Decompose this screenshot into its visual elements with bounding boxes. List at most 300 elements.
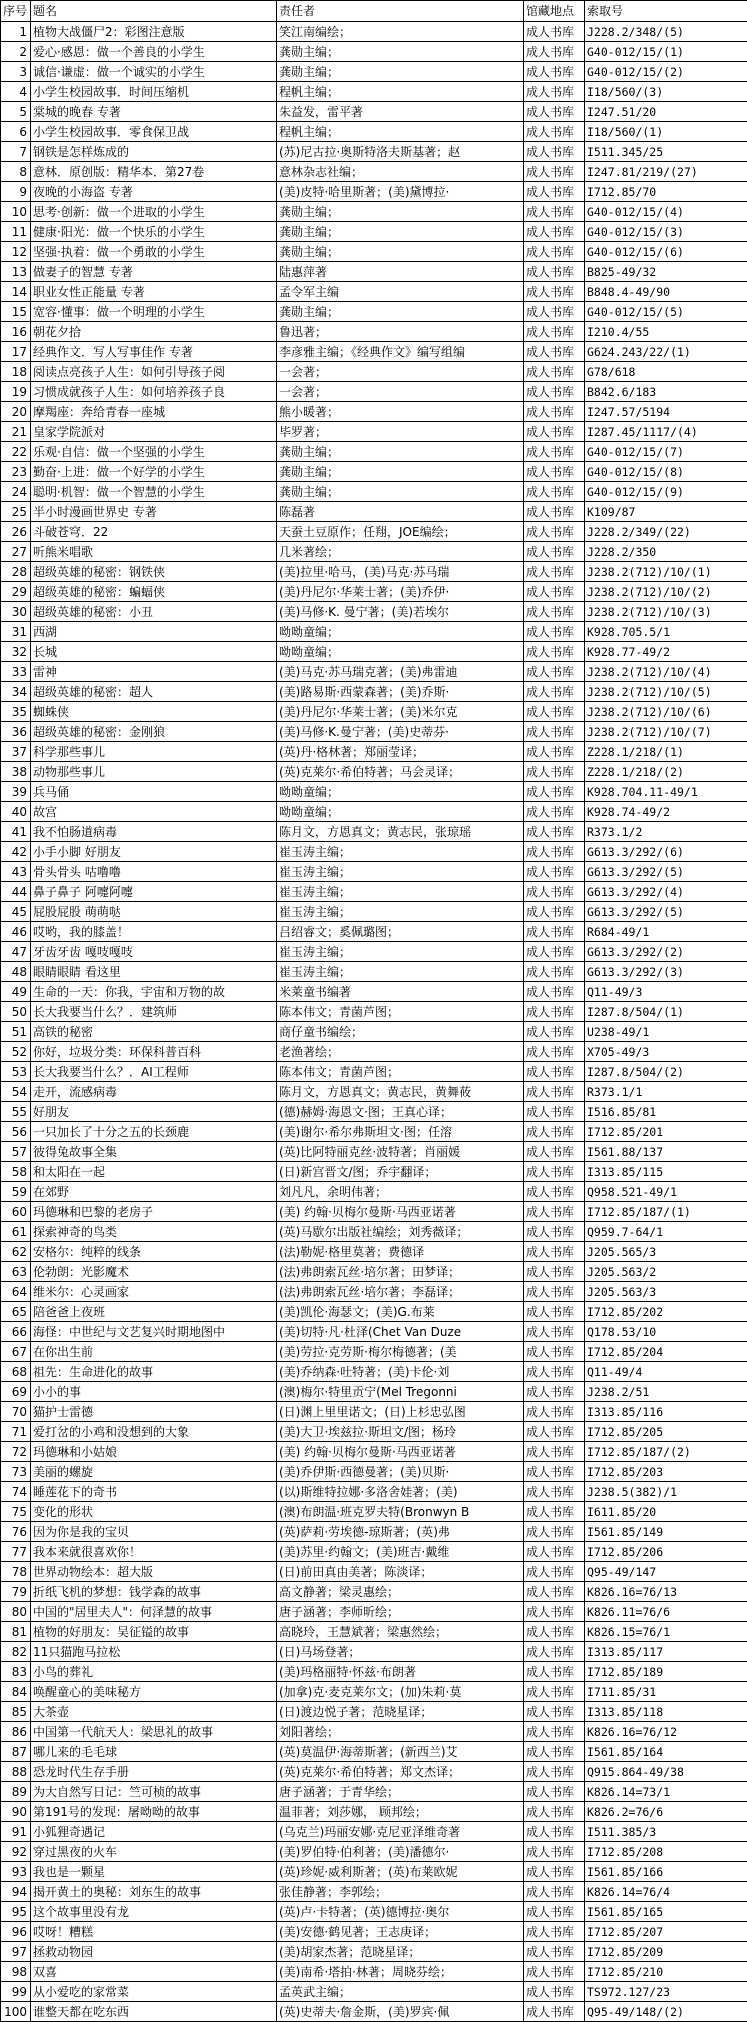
cell-location: 成人书库 <box>524 502 585 522</box>
cell-call-number: G613.3/292/(4) <box>585 882 747 902</box>
cell-call-number: I611.85/20 <box>585 1502 747 1522</box>
cell-call-number: Q11-49/3 <box>585 982 747 1002</box>
cell-title: 维米尔：心灵画家 <box>31 1282 277 1302</box>
cell-location: 成人书库 <box>524 862 585 882</box>
table-row <box>1 322 747 342</box>
table-row <box>1 702 747 722</box>
cell-no: 83 <box>1 1662 31 1682</box>
table-row <box>1 742 747 762</box>
cell-author: (美)罗伯特·伯利著；(美)潘德尔· <box>277 1842 524 1862</box>
cell-call-number: Q915.864-49/38 <box>585 1762 747 1782</box>
cell-author: (英)卢·卡特著；(英)德博拉·奥尔 <box>277 1902 524 1922</box>
table-row <box>1 1542 747 1562</box>
cell-location: 成人书库 <box>524 362 585 382</box>
table-row <box>1 1942 747 1962</box>
cell-title: 猫护士雷德 <box>31 1402 277 1422</box>
cell-location: 成人书库 <box>524 682 585 702</box>
cell-no: 50 <box>1 1002 31 1022</box>
cell-no: 75 <box>1 1502 31 1522</box>
cell-location: 成人书库 <box>524 2002 585 2022</box>
cell-no: 11 <box>1 222 31 242</box>
cell-title: 超级英雄的秘密：金刚狼 <box>31 722 277 742</box>
cell-call-number: I313.85/117 <box>585 1642 747 1662</box>
table-row <box>1 762 747 782</box>
cell-author: 崔玉涛主编； <box>277 902 524 922</box>
cell-author: 吕绍睿文；奚佩璐图； <box>277 922 524 942</box>
cell-title: 中国第一代航天人：梁思礼的故事 <box>31 1722 277 1742</box>
table-row <box>1 562 747 582</box>
cell-call-number: I712.85/210 <box>585 1962 747 1982</box>
cell-title: 变化的形状 <box>31 1502 277 1522</box>
cell-title: 从小爱吃的家常菜 <box>31 1982 277 2002</box>
cell-author: (美) 约翰·贝梅尔曼斯·马西亚诺著 <box>277 1202 524 1222</box>
cell-title: 我不怕肠道病毒 <box>31 822 277 842</box>
cell-no: 56 <box>1 1122 31 1142</box>
cell-location: 成人书库 <box>524 1862 585 1882</box>
cell-title: 乐观·自信：做一个坚强的小学生 <box>31 442 277 462</box>
cell-location: 成人书库 <box>524 1322 585 1342</box>
cell-author: 崔玉涛主编； <box>277 962 524 982</box>
cell-location: 成人书库 <box>524 302 585 322</box>
cell-call-number: J228.2/349/(22) <box>585 522 747 542</box>
table-row <box>1 682 747 702</box>
cell-location: 成人书库 <box>524 822 585 842</box>
cell-location: 成人书库 <box>524 1502 585 1522</box>
table-row <box>1 1822 747 1842</box>
cell-title: 睡莲花下的奇书 <box>31 1482 277 1502</box>
cell-author: (英)珍妮·威利斯著；(英)布莱欧妮 <box>277 1862 524 1882</box>
cell-location: 成人书库 <box>524 1662 585 1682</box>
cell-title: 钢铁是怎样炼成的 <box>31 142 277 162</box>
cell-call-number: I516.85/81 <box>585 1102 747 1122</box>
table-row <box>1 362 747 382</box>
cell-title: 超级英雄的秘密：超人 <box>31 682 277 702</box>
table-row <box>1 142 747 162</box>
cell-no: 5 <box>1 102 31 122</box>
cell-title: 一只加长了十分之五的长颈鹿 <box>31 1122 277 1142</box>
cell-author: (美)乔伊斯·西德曼著；(美)贝斯· <box>277 1462 524 1482</box>
cell-call-number: I247.57/5194 <box>585 402 747 422</box>
cell-call-number: B848.4-49/90 <box>585 282 747 302</box>
cell-no: 77 <box>1 1542 31 1562</box>
cell-title: 鼻子鼻子 阿嚏阿嚏 <box>31 882 277 902</box>
cell-location: 成人书库 <box>524 942 585 962</box>
cell-title: 和太阳在一起 <box>31 1162 277 1182</box>
cell-title: 蜘蛛侠 <box>31 702 277 722</box>
cell-location: 成人书库 <box>524 1882 585 1902</box>
cell-no: 54 <box>1 1082 31 1102</box>
cell-title: 小狐狸奇遇记 <box>31 1822 277 1842</box>
table-row <box>1 1322 747 1342</box>
cell-author: (美)拉里·哈马，(美)马克·苏马瑞 <box>277 562 524 582</box>
cell-location: 成人书库 <box>524 1962 585 1982</box>
cell-location: 成人书库 <box>524 1042 585 1062</box>
cell-title: 做妻子的智慧 专著 <box>31 262 277 282</box>
cell-author: 鲁迅著； <box>277 322 524 342</box>
cell-author: (以)斯维特拉娜·多洛舍娃著；(美) <box>277 1482 524 1502</box>
cell-location: 成人书库 <box>524 22 585 42</box>
cell-location: 成人书库 <box>524 962 585 982</box>
cell-title: 大茶壶 <box>31 1702 277 1722</box>
table-row <box>1 502 747 522</box>
cell-no: 59 <box>1 1182 31 1202</box>
cell-title: 阅读点亮孩子人生：如何引导孩子阅 <box>31 362 277 382</box>
cell-call-number: G624.243/22/(1) <box>585 342 747 362</box>
cell-author: (美)路易斯·西蒙森著；(美)乔斯· <box>277 682 524 702</box>
cell-title: 我本来就很喜欢你！ <box>31 1542 277 1562</box>
cell-no: 8 <box>1 162 31 182</box>
table-row <box>1 1982 747 2002</box>
cell-title: 长大我要当什么？．AI工程师 <box>31 1062 277 1082</box>
cell-call-number: I511.345/25 <box>585 142 747 162</box>
cell-title: 双喜 <box>31 1962 277 1982</box>
table-row <box>1 942 747 962</box>
cell-title: 牙齿牙齿 嘎吱嘎吱 <box>31 942 277 962</box>
cell-author: 陈月文，方恩真文；黄志民，张琼瑶 <box>277 822 524 842</box>
cell-no: 25 <box>1 502 31 522</box>
cell-author: (美)乔纳森·吐特著；(美)卡伦·刘 <box>277 1362 524 1382</box>
cell-title: 雷神 <box>31 662 277 682</box>
cell-call-number: X705-49/3 <box>585 1042 747 1062</box>
cell-call-number: K826.2=76/6 <box>585 1802 747 1822</box>
cell-author: 龚勋主编； <box>277 482 524 502</box>
table-row <box>1 1382 747 1402</box>
table-row <box>1 2002 747 2022</box>
table-row <box>1 1302 747 1322</box>
cell-no: 9 <box>1 182 31 202</box>
cell-no: 35 <box>1 702 31 722</box>
cell-author: (美)丹尼尔·华莱士著；(美)乔伊· <box>277 582 524 602</box>
cell-title: 植物的好朋友：吴征镒的故事 <box>31 1622 277 1642</box>
table-row <box>1 962 747 982</box>
cell-call-number: J205.565/3 <box>585 1242 747 1262</box>
cell-location: 成人书库 <box>524 1562 585 1582</box>
cell-location: 成人书库 <box>524 1482 585 1502</box>
cell-author: 陈本伟文；青菌芦图； <box>277 1002 524 1022</box>
cell-author: (英)克莱尔·希伯特著；马会灵译； <box>277 762 524 782</box>
cell-author: (美)劳拉·克劳斯·梅尔梅德著；(美 <box>277 1342 524 1362</box>
cell-author: 龚勋主编； <box>277 62 524 82</box>
cell-location: 成人书库 <box>524 1582 585 1602</box>
cell-call-number: J238.2(712)/10/(3) <box>585 602 747 622</box>
cell-author: (加拿)克·麦克莱尔文；(加)朱莉·莫 <box>277 1682 524 1702</box>
table-row <box>1 1122 747 1142</box>
cell-no: 12 <box>1 242 31 262</box>
cell-no: 20 <box>1 402 31 422</box>
cell-no: 78 <box>1 1562 31 1582</box>
cell-author: 崔玉涛主编； <box>277 842 524 862</box>
cell-title: 海怪：中世纪与文艺复兴时期地图中 <box>31 1322 277 1342</box>
cell-no: 18 <box>1 362 31 382</box>
cell-author: 温菲著；刘莎娜， 顾邦绘； <box>277 1802 524 1822</box>
table-row <box>1 1582 747 1602</box>
cell-author: (美)大卫·埃兹拉·斯坦文/图；杨玲 <box>277 1422 524 1442</box>
cell-location: 成人书库 <box>524 62 585 82</box>
cell-no: 71 <box>1 1422 31 1442</box>
cell-title: 宽容·懂事：做一个明理的小学生 <box>31 302 277 322</box>
cell-title: 美丽的螺旋 <box>31 1462 277 1482</box>
cell-call-number: K826.11=76/6 <box>585 1602 747 1622</box>
table-row <box>1 802 747 822</box>
cell-title: 揭开黄土的奥秘：刘东生的故事 <box>31 1882 277 1902</box>
cell-no: 72 <box>1 1442 31 1462</box>
cell-author: 陈本伟文；青菌芦图； <box>277 1062 524 1082</box>
cell-author: 呦呦童编； <box>277 802 524 822</box>
cell-no: 55 <box>1 1102 31 1122</box>
cell-no: 32 <box>1 642 31 662</box>
cell-author: (日)新宫晋文/图；乔宇翻译； <box>277 1162 524 1182</box>
cell-author: 米莱童书编著 <box>277 982 524 1002</box>
table-row <box>1 1462 747 1482</box>
table-row <box>1 42 747 62</box>
cell-call-number: G613.3/292/(3) <box>585 962 747 982</box>
cell-location: 成人书库 <box>524 462 585 482</box>
cell-no: 46 <box>1 922 31 942</box>
cell-no: 16 <box>1 322 31 342</box>
cell-author: (乌克兰)玛丽安娜·克尼亚泽维奇著 <box>277 1822 524 1842</box>
cell-call-number: I561.88/137 <box>585 1142 747 1162</box>
cell-location: 成人书库 <box>524 1022 585 1042</box>
cell-call-number: I287.8/504/(1) <box>585 1002 747 1022</box>
cell-no: 93 <box>1 1862 31 1882</box>
cell-author: (美)玛格丽特·怀兹·布朗著 <box>277 1662 524 1682</box>
cell-title: 聪明·机智：做一个智慧的小学生 <box>31 482 277 502</box>
table-row <box>1 242 747 262</box>
cell-call-number: I712.85/201 <box>585 1122 747 1142</box>
cell-title: 西湖 <box>31 622 277 642</box>
cell-location: 成人书库 <box>524 262 585 282</box>
cell-title: 小手小脚 好朋友 <box>31 842 277 862</box>
table-row <box>1 1862 747 1882</box>
table-row <box>1 642 747 662</box>
cell-call-number: G40-012/15/(9) <box>585 482 747 502</box>
cell-title: 折纸飞机的梦想：钱学森的故事 <box>31 1582 277 1602</box>
cell-title: 第191号的发现：屠呦呦的故事 <box>31 1802 277 1822</box>
cell-location: 成人书库 <box>524 842 585 862</box>
cell-call-number: I18/560/(3) <box>585 82 747 102</box>
cell-location: 成人书库 <box>524 1462 585 1482</box>
table-row <box>1 1882 747 1902</box>
cell-location: 成人书库 <box>524 1722 585 1742</box>
cell-location: 成人书库 <box>524 522 585 542</box>
cell-location: 成人书库 <box>524 722 585 742</box>
cell-title: 半小时漫画世界史 专著 <box>31 502 277 522</box>
table-row <box>1 1342 747 1362</box>
cell-title: 爱打岔的小鸡和没想到的大象 <box>31 1422 277 1442</box>
cell-call-number: J238.2(712)/10/(2) <box>585 582 747 602</box>
cell-call-number: I313.85/116 <box>585 1402 747 1422</box>
cell-call-number: Q178.53/10 <box>585 1322 747 1342</box>
cell-author: (澳)梅尔·特里贡宁(Mel Tregonni <box>277 1382 524 1402</box>
cell-call-number: G40-012/15/(3) <box>585 222 747 242</box>
cell-author: (法)弗朗索瓦丝·培尔著；田梦译； <box>277 1262 524 1282</box>
cell-no: 66 <box>1 1322 31 1342</box>
cell-call-number: G40-012/15/(5) <box>585 302 747 322</box>
cell-location: 成人书库 <box>524 122 585 142</box>
cell-author: 龚勋主编； <box>277 42 524 62</box>
cell-title: 陪爸爸上夜班 <box>31 1302 277 1322</box>
cell-author: 熊小暖著； <box>277 402 524 422</box>
cell-call-number: Q11-49/4 <box>585 1362 747 1382</box>
cell-call-number: I313.85/118 <box>585 1702 747 1722</box>
cell-author: (美) 约翰·贝梅尔曼斯·马西亚诺著 <box>277 1442 524 1462</box>
cell-no: 60 <box>1 1202 31 1222</box>
table-row <box>1 1782 747 1802</box>
cell-call-number: Z228.1/218/(1) <box>585 742 747 762</box>
cell-call-number: R684-49/1 <box>585 922 747 942</box>
cell-call-number: I561.85/165 <box>585 1902 747 1922</box>
cell-call-number: R373.1/2 <box>585 822 747 842</box>
cell-author: (德)赫姆·海恩文·图；王真心译； <box>277 1102 524 1122</box>
cell-location: 成人书库 <box>524 242 585 262</box>
table-row <box>1 1042 747 1062</box>
cell-location: 成人书库 <box>524 1522 585 1542</box>
cell-title: 植物大战僵尸2：彩图注意版 <box>31 22 277 42</box>
cell-no: 100 <box>1 2002 31 2022</box>
cell-author: 商仔童书编绘； <box>277 1022 524 1042</box>
cell-location: 成人书库 <box>524 1762 585 1782</box>
table-row <box>1 1962 747 1982</box>
cell-title: 习惯成就孩子人生：如何培养孩子良 <box>31 382 277 402</box>
cell-location: 成人书库 <box>524 602 585 622</box>
cell-no: 73 <box>1 1462 31 1482</box>
cell-author: 龚勋主编； <box>277 222 524 242</box>
cell-title: 小学生校园故事．时间压缩机 <box>31 82 277 102</box>
cell-location: 成人书库 <box>524 642 585 662</box>
cell-author: (英)克莱尔·希伯特著；郑文杰译； <box>277 1762 524 1782</box>
cell-location: 成人书库 <box>524 1382 585 1402</box>
cell-no: 88 <box>1 1762 31 1782</box>
cell-author: (美)胡家杰著；范晓星译； <box>277 1942 524 1962</box>
cell-location: 成人书库 <box>524 762 585 782</box>
cell-call-number: I712.85/206 <box>585 1542 747 1562</box>
cell-no: 41 <box>1 822 31 842</box>
cell-call-number: G613.3/292/(5) <box>585 902 747 922</box>
table-row <box>1 1702 747 1722</box>
cell-call-number: K826.14=76/4 <box>585 1882 747 1902</box>
cell-title: 坚强·执着：做一个勇敢的小学生 <box>31 242 277 262</box>
cell-title: 这个故事里没有龙 <box>31 1902 277 1922</box>
table-row <box>1 1722 747 1742</box>
cell-location: 成人书库 <box>524 1802 585 1822</box>
cell-no: 52 <box>1 1042 31 1062</box>
table-row <box>1 1502 747 1522</box>
table-row <box>1 402 747 422</box>
cell-author: (美)谢尔·希尔弗斯坦文·图；任溶 <box>277 1122 524 1142</box>
cell-author: 高文静著；梁灵惠绘； <box>277 1582 524 1602</box>
cell-location: 成人书库 <box>524 1202 585 1222</box>
cell-call-number: J238.2(712)/10/(4) <box>585 662 747 682</box>
cell-title: 穿过黑夜的火车 <box>31 1842 277 1862</box>
cell-call-number: G40-012/15/(4) <box>585 202 747 222</box>
table-row <box>1 1082 747 1102</box>
cell-author: (法)勒妮·格里莫著；费德译 <box>277 1242 524 1262</box>
table-row <box>1 722 747 742</box>
table-row <box>1 1642 747 1662</box>
cell-no: 62 <box>1 1242 31 1262</box>
table-row <box>1 1522 747 1542</box>
cell-call-number: Q959.7-64/1 <box>585 1222 747 1242</box>
cell-title: 彼得兔故事全集 <box>31 1142 277 1162</box>
cell-location: 成人书库 <box>524 1622 585 1642</box>
cell-location: 成人书库 <box>524 402 585 422</box>
cell-author: 崔玉涛主编； <box>277 882 524 902</box>
cell-author: 龚勋主编； <box>277 202 524 222</box>
cell-no: 63 <box>1 1262 31 1282</box>
cell-author: (美)南希·塔拍·林著；周晓芬绘； <box>277 1962 524 1982</box>
cell-author: 崔玉涛主编； <box>277 862 524 882</box>
cell-no: 99 <box>1 1982 31 2002</box>
cell-author: 陆惠萍著 <box>277 262 524 282</box>
table-row <box>1 1422 747 1442</box>
cell-location: 成人书库 <box>524 922 585 942</box>
cell-title: 你好，垃圾分类：环保科普百科 <box>31 1042 277 1062</box>
cell-no: 15 <box>1 302 31 322</box>
cell-author: 一会著； <box>277 362 524 382</box>
cell-title: 玛德琳和小姑娘 <box>31 1442 277 1462</box>
cell-no: 7 <box>1 142 31 162</box>
table-row <box>1 82 747 102</box>
cell-call-number: G40-012/15/(1) <box>585 42 747 62</box>
cell-call-number: K826.15=76/1 <box>585 1622 747 1642</box>
cell-author: (美)切特·凡·杜泽(Chet Van Duze <box>277 1322 524 1342</box>
cell-no: 33 <box>1 662 31 682</box>
cell-no: 79 <box>1 1582 31 1602</box>
cell-location: 成人书库 <box>524 442 585 462</box>
table-row <box>1 1022 747 1042</box>
cell-call-number: J205.563/2 <box>585 1262 747 1282</box>
table-row <box>1 1922 747 1942</box>
cell-location: 成人书库 <box>524 1362 585 1382</box>
cell-call-number: J205.563/3 <box>585 1282 747 1302</box>
table-row <box>1 862 747 882</box>
cell-location: 成人书库 <box>524 1102 585 1122</box>
cell-call-number: J238.5(382)/1 <box>585 1482 747 1502</box>
cell-author: (美)马克·苏马瑞克著；(美)弗雷迪 <box>277 662 524 682</box>
cell-location: 成人书库 <box>524 1302 585 1322</box>
cell-no: 34 <box>1 682 31 702</box>
table-row <box>1 1842 747 1862</box>
cell-no: 45 <box>1 902 31 922</box>
cell-no: 37 <box>1 742 31 762</box>
cell-location: 成人书库 <box>524 1822 585 1842</box>
table-row <box>1 222 747 242</box>
cell-author: 程帆主编； <box>277 82 524 102</box>
table-row <box>1 622 747 642</box>
table-row <box>1 462 747 482</box>
cell-author: (美)安德·鹤见著；王志庚译； <box>277 1922 524 1942</box>
cell-author: 刘凡凡，余明伟著； <box>277 1182 524 1202</box>
cell-call-number: G40-012/15/(7) <box>585 442 747 462</box>
cell-title: 皇家学院派对 <box>31 422 277 442</box>
cell-no: 29 <box>1 582 31 602</box>
table-row <box>1 1162 747 1182</box>
header-cell-author: 责任者 <box>277 1 524 22</box>
cell-call-number: I712.85/204 <box>585 1342 747 1362</box>
header-cell-title: 题名 <box>31 1 277 22</box>
cell-call-number: G40-012/15/(8) <box>585 462 747 482</box>
cell-title: 好朋友 <box>31 1102 277 1122</box>
table-row <box>1 1902 747 1922</box>
cell-author: (美)丹尼尔·华莱士著；(美)米尔克 <box>277 702 524 722</box>
table-row <box>1 522 747 542</box>
cell-call-number: G613.3/292/(6) <box>585 842 747 862</box>
cell-title: 职业女性正能量 专著 <box>31 282 277 302</box>
cell-author: (美)皮特·哈里斯著；(美)黛博拉· <box>277 182 524 202</box>
cell-location: 成人书库 <box>524 102 585 122</box>
cell-no: 27 <box>1 542 31 562</box>
cell-location: 成人书库 <box>524 1262 585 1282</box>
